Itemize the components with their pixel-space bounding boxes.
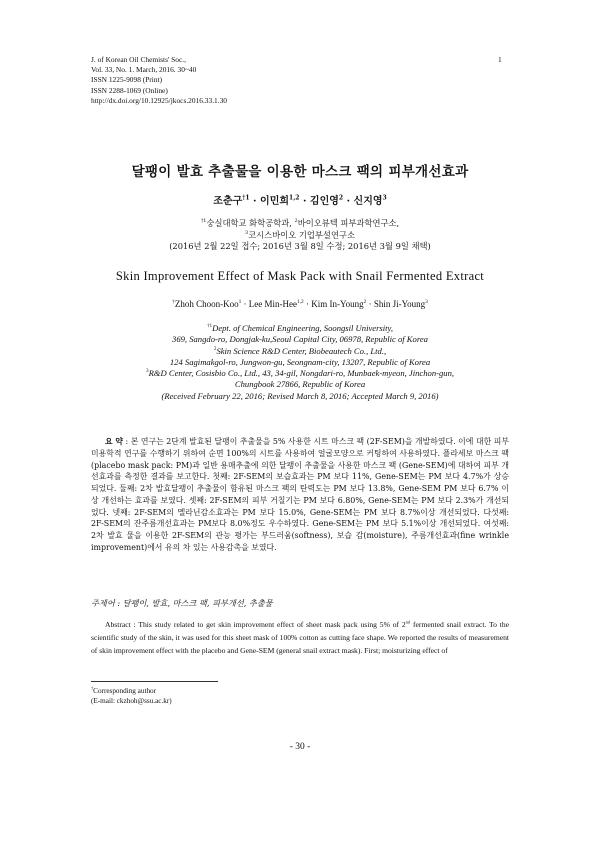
- author-sup: 3: [382, 194, 387, 202]
- english-affiliations: [60, 323, 540, 402]
- author-name: 신지영: [353, 196, 383, 207]
- abstract-text-a: : This study related to get skin improvement effect of sheet mask pack using 5% of 2: [130, 620, 406, 629]
- dagger-mark: †: [91, 685, 94, 691]
- aff-sup: †1: [206, 323, 213, 330]
- author-separator: ·: [249, 196, 261, 207]
- korean-authors: [60, 192, 540, 207]
- aff-sup: 3: [145, 368, 149, 375]
- author-separator: ·: [241, 299, 249, 309]
- author-separator: ·: [303, 299, 312, 309]
- author-name: 이민희: [260, 196, 290, 207]
- author-name: Zhoh Choon-Koo: [174, 299, 239, 309]
- abstract-label: 요 약: [105, 437, 124, 446]
- korean-keywords: 주제어 : 달팽이, 발효, 마스크 팩, 피부개선, 추출물: [91, 598, 273, 608]
- corresponding-email[interactable]: (E-mail: ckzhoh@ssu.ac.kr): [91, 697, 172, 706]
- affiliation-3: 코시스바이오 기업부설연구소: [248, 229, 355, 240]
- author-separator: ·: [299, 196, 310, 207]
- korean-dates: (2016년 2월 22일 접수; 2016년 3월 8일 수정; 2016년 3월 9일 채택): [169, 241, 431, 252]
- page-marker: 1: [498, 55, 502, 64]
- journal-name: J. of Korean Oil Chemists' Soc.,: [91, 55, 186, 64]
- issn-online: ISSN 2288-1069 (Online): [91, 85, 168, 95]
- doi-link[interactable]: http://dx.doi.org/10.12925/jkocs.2016.33.1.30: [91, 95, 227, 105]
- english-dates: (Received February 22, 2016; Revised March 8, 2016; Accepted March 9, 2016): [161, 390, 439, 401]
- author-separator: ·: [343, 196, 354, 207]
- korean-abstract: [91, 436, 509, 554]
- author-name: 김인영: [309, 196, 339, 207]
- author-sup: †1: [242, 194, 250, 202]
- ordinal-sup: nd: [405, 619, 411, 625]
- author-separator: ·: [366, 299, 374, 309]
- affiliation-3-line-2: Chungbook 27866, Republic of Korea: [234, 379, 366, 390]
- footnote-rule: [91, 681, 218, 682]
- english-title: Skin Improvement Effect of Mask Pack with Snail Fermented Extract: [115, 269, 485, 283]
- corresponding-author-label: Corresponding author: [93, 687, 157, 695]
- author-name: Kim In-Young: [311, 299, 364, 309]
- affiliation-1-line-2: 369, Sangdo-ro, Dongjak-ku,Seoul Capital City, 06978, Republic of Korea: [172, 334, 428, 345]
- issn-print: ISSN 1225-9098 (Print): [91, 75, 163, 85]
- author-name: Lee Min-Hee: [248, 299, 298, 309]
- abstract-text-b: fermented snail extract. To the scientific study of the skin, it was used for this sheet mask of 100% cotton as cutting face shape. We reported the results of measurement of skin improvement effect with the placebo and Gene-SEM (general snail extract mask). First; moisturizing effect of: [91, 620, 510, 655]
- author-sup: 2: [363, 299, 367, 305]
- author-sup: 1,2: [289, 194, 300, 202]
- abstract-text: : 본 연구는 2단계 발효된 달팽이 추출물을 5% 사용한 시트 마스크 팩 (2F-SEM)을 개발하였다. 이에 대한 피부미용학적 연구를 수행하기 위하여 순면 100%의 시트를 사용하여 얼굴모양으로 커팅하여 사용하였다. 플라세보 마스크 팩 (placebo mask pack: PM)과 일반 용매추출에 의한 달팽이 추출물을 사용한 마스크 팩 (Gene-SEM)에 대하여 피부 개선효과를 측정한 결과를 보고한다. 첫째: 2F-SEM의 보습효과는 PM 보다 11%, Gene-SEM는 PM 보다 4.7%가 상승되었다. 둘째: 2차 발효달팽이 추출물이 함유된 마스크 팩의 탄력도는 PM 보다 13.8%, Gene-SEM PM 보다 6.7% 이상 개선하는 효과를 보였다. 셋째: 2F-SEM의 피부 거칠기는 PM 보다 6.80%, Gene-SEM는 PM 보다 2.3%가 개선되었다. 넷째: 2F-SEM의 멜라닌감소효과는 PM 보다 15.0%, Gene-SEM는 PM 보다 8.7%이상 개선되었다. 다섯째: 2F-SEM의 잔주름개선효과는 PM보다 8.0%정도 우수하였다. Gene-SEM는 PM 보다 5.1%이상 개선되었다. 여섯째: 2차 발효 물을 이용한 2F-SEM의 관능 평가는 부드러움(softness), 보습 감(moisture), 주름개선효과(fine wrinkle improvement)에서 유의 차 있는 사용감촉을 보였다.: [91, 437, 509, 552]
- aff-sup: 2: [294, 218, 298, 225]
- english-authors: [60, 299, 540, 309]
- dagger-mark: †: [172, 299, 175, 305]
- aff-sup: 3: [244, 229, 249, 236]
- english-abstract: [91, 619, 509, 658]
- journal-header: [91, 55, 227, 106]
- aff-sup: †1: [200, 218, 207, 225]
- abstract-label: Abstract: [105, 620, 131, 629]
- author-name: Shin Ji-Young: [373, 299, 426, 309]
- aff-sup: 2: [213, 345, 217, 352]
- affiliation-2-line-1: Skin Science R&D Center, Biobeautech Co., Ltd.,: [216, 345, 387, 356]
- author-sup: 3: [425, 299, 428, 305]
- page-number: - 30 -: [289, 742, 311, 752]
- author-sup: 2: [338, 194, 344, 202]
- korean-affiliations: [60, 218, 540, 253]
- korean-title: 달팽이 발효 추출물을 이용한 마스크 팩의 피부개선효과: [131, 164, 469, 180]
- affiliation-1: 숭실대학교 화학공학과,: [206, 218, 295, 228]
- author-sup: 1,2: [297, 299, 304, 305]
- author-sup: 1: [238, 299, 242, 305]
- author-name: 조춘구: [213, 196, 243, 207]
- affiliation-3-line-1: R&D Center, Cosisbio Co., Ltd., 43, 34-gil, Nongdari-ro, Munbaek-myeon, Jinchon-gun,: [148, 368, 455, 379]
- footnote: [91, 686, 172, 706]
- journal-volume: Vol. 33, No. 1. March, 2016. 30~40: [91, 65, 197, 75]
- affiliation-2-line-2: 124 Sagimakgol-ro, Jungwon-gu, Seongnam-city, 13207, Republic of Korea: [169, 356, 431, 367]
- affiliation-1-line-1: Dept. of Chemical Engineering, Soongsil University,: [212, 323, 394, 333]
- affiliation-2: 바이오뷰텍 피부과학연구소,: [297, 218, 400, 228]
